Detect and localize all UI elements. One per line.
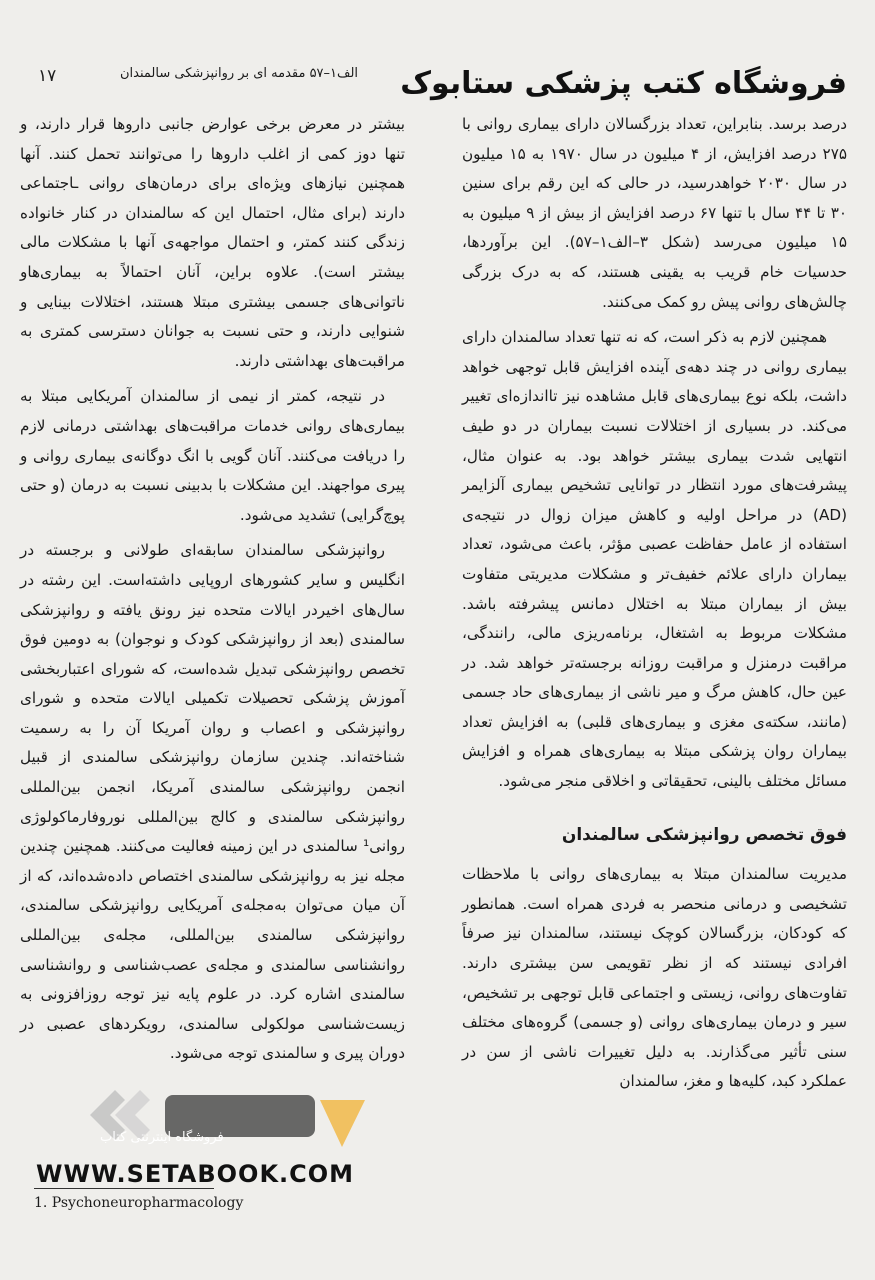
left-column: [20, 110, 405, 1075]
store-title: فروشگاه کتب پزشکی ستابوک: [400, 66, 847, 101]
paragraph: در نتیجه، کمتر از نیمی از سالمندان آمریکایی مبتلا به بیماری‌های روانی خدمات مراقبت‌های بهداشتی درمانی لازم را دریافت می‌کنند. آنان گویی با انگ دوگانه‌ی بیماری روانی و پیری مواجهند. این مشکلات با بدبینی نسبت به درمان (و حتی پوچ‌گرایی) تشدید می‌شود.: [20, 387, 405, 524]
right-column: [462, 110, 847, 1103]
logo-caption: فروشگاه اینترنتی کتاب: [100, 1130, 224, 1145]
footnote: 1. Psychoneuropharmacology: [34, 1195, 244, 1211]
paragraph: روانپزشکی سالمندان سابقه‌ای طولانی و برجسته در انگلیس و سایر کشورهای اروپایی داشته‌است. این رشته در سال‌های اخیردر ایالات متحده نیز رونق یافته و روانپزشکی سالمندی (بعد از روانپزشکی کودک و نوجوان) به دومین فوق تخصص روانپزشکی تبدیل شده‌است، که شورای اعتباربخشی آموزش پزشکی تحصیلات تکمیلی ایالات متحده و شورای روانپزشکی و اعصاب و روان آمریکا آن را به رسمیت شناخته‌اند. چندین سازمان روانپزشکی سالمندی از قبیل انجمن روانپزشکی سالمندی آمریکا، انجمن بین‌المللی روانپزشکی سالمندی و کالج بین‌المللی نوروفارماکولوژی روانی¹ سالمندی در این زمینه فعالیت می‌کنند. همچنین چندین مجله نیز به روانپزشکی سالمندی اختصاص داده‌شده‌اند، که از آن میان می‌توان به‌مجله‌ی آمریکایی روانپزشکی سالمندی، روانپزشکی سالمندی بین‌المللی، مجله‌ی بین‌المللی روانشناسی سالمندی و مجله‌ی عصب‌شناسی و روانشناسی سالمندی اشاره کرد. در علوم پایه نیز توجه روزافزونی به زیست‌شناسی مولکولی سالمندی، رویکردهای عصبی در دوران پیری و سالمندی توجه می‌شود.: [20, 541, 405, 1063]
setabook-logo: [70, 1075, 370, 1160]
paragraph: همچنین لازم به ذکر است، که نه تنها تعداد سالمندان دارای بیماری روانی در چند دهه‌ی آینده افزایش قابل توجهی خواهد داشت، بلکه نوع بیماری‌های قابل مشاهده نیز تااندازه‌ای تغییر می‌کند. در بسیاری از اختلالات نسبت بیماران در دو طیف انتهایی شدت بیماری بیشتر خواهد بود. به عنوان مثال، پیشرفت‌های مورد انتظار در توانایی تشخیص بیماری آلزایمر (AD) در مراحل اولیه و کاهش میزان زوال در نتیجه‌ی استفاده از عامل حفاظت عصبی مؤثر، باعث می‌شود، تعداد بیماران دارای علائم خفیف‌تر و مشکلات مدیریتی متفاوت بیش از بیماران مبتلا به اختلال دمانس پیشرفته باشد. مشکلات مربوط به اشتغال، برنامه‌ریزی مالی، رانندگی، مراقبت درمنزل و مراقبت روزانه برجسته‌تر خواهد شد. در عین حال، کاهش مرگ و میر ناشی از بیماری‌های حاد جسمی (مانند، سکته‌ی مغزی و بیماری‌های قلبی) به افزایش تعداد بیماران روان پزشکی مبتلا به بیماری‌های همراه و افزایش مسائل مختلف بالینی، تحقیقاتی و اخلاقی منجر می‌شود.: [462, 328, 847, 791]
watermark-url: WWW.SETABOOK.COM: [36, 1160, 355, 1188]
paragraph: بیشتر در معرض برخی عوارض جانبی داروها قرار دارند، و تنها دوز کمی از اغلب داروها را می‌توانند تحمل کنند. آنها همچنین نیازهای ویژه‌ای برای درمان‌های روانی ـاجتماعی دارند (برای مثال، احتمال این که سالمندان در کنار خانواده زندگی کنند کمتر، و احتمال مواجهه‌ی آنها با مشکلات مالی بیشتر است). علاوه براین، آنان احتمالاً به بیماری‌هاو ناتوانی‌های جسمی بیشتری مبتلا هستند، اختلالات بینایی و شنوایی دارند، و حتی نسبت به جوانان دسترسی کمتری به مراقبت‌های بهداشتی دارند.: [20, 115, 405, 370]
running-head: الف۱–۵۷ مقدمه ای بر روانپزشکی سالمندان: [120, 66, 359, 81]
footnote-divider: [34, 1188, 214, 1189]
paragraph: مدیریت سالمندان مبتلا به بیماری‌های روانی با ملاحظات تشخیصی و درمانی منحصر به فردی همراه است. همانطور که کودکان، بزرگسالان کوچک نیستند، سالمندان نیز صرفاً افرادی نیستند که از نظر تقویمی سن بیشتری دارند. تفاوت‌های روانی، زیستی و اجتماعی قابل توجهی بر تشخیص، سیر و درمان بیماری‌های روانی (و جسمی) گروه‌های مختلف سنی تأثیر می‌گذارند. به دلیل تغییرات ناشی از سن در عملکرد کبد، کلیه‌ها و مغز، سالمندان: [462, 865, 847, 1091]
paragraph: درصد برسد. بنابراین، تعداد بزرگسالان دارای بیماری روانی با ۲۷۵ درصد افزایش، از ۴ میلیون در سال ۱۹۷۰ به ۱۵ میلیون در سال ۲۰۳۰ خواهدرسید، در حالی که این رقم برای سنین ۳۰ تا ۴۴ سال با تنها ۶۷ درصد افزایش از بیش از ۹ میلیون به ۱۵ میلیون می‌رسد (شکل ۳–الف۱–۵۷). این برآوردها، حدسیات خام قریب به یقینی هستند، که به درک بزرگی چالش‌های روانی پیش رو کمک می‌کنند.: [462, 115, 848, 311]
section-heading: فوق تخصص روانپزشکی سالمندان: [561, 824, 847, 845]
page-number: ۱۷: [38, 66, 57, 86]
